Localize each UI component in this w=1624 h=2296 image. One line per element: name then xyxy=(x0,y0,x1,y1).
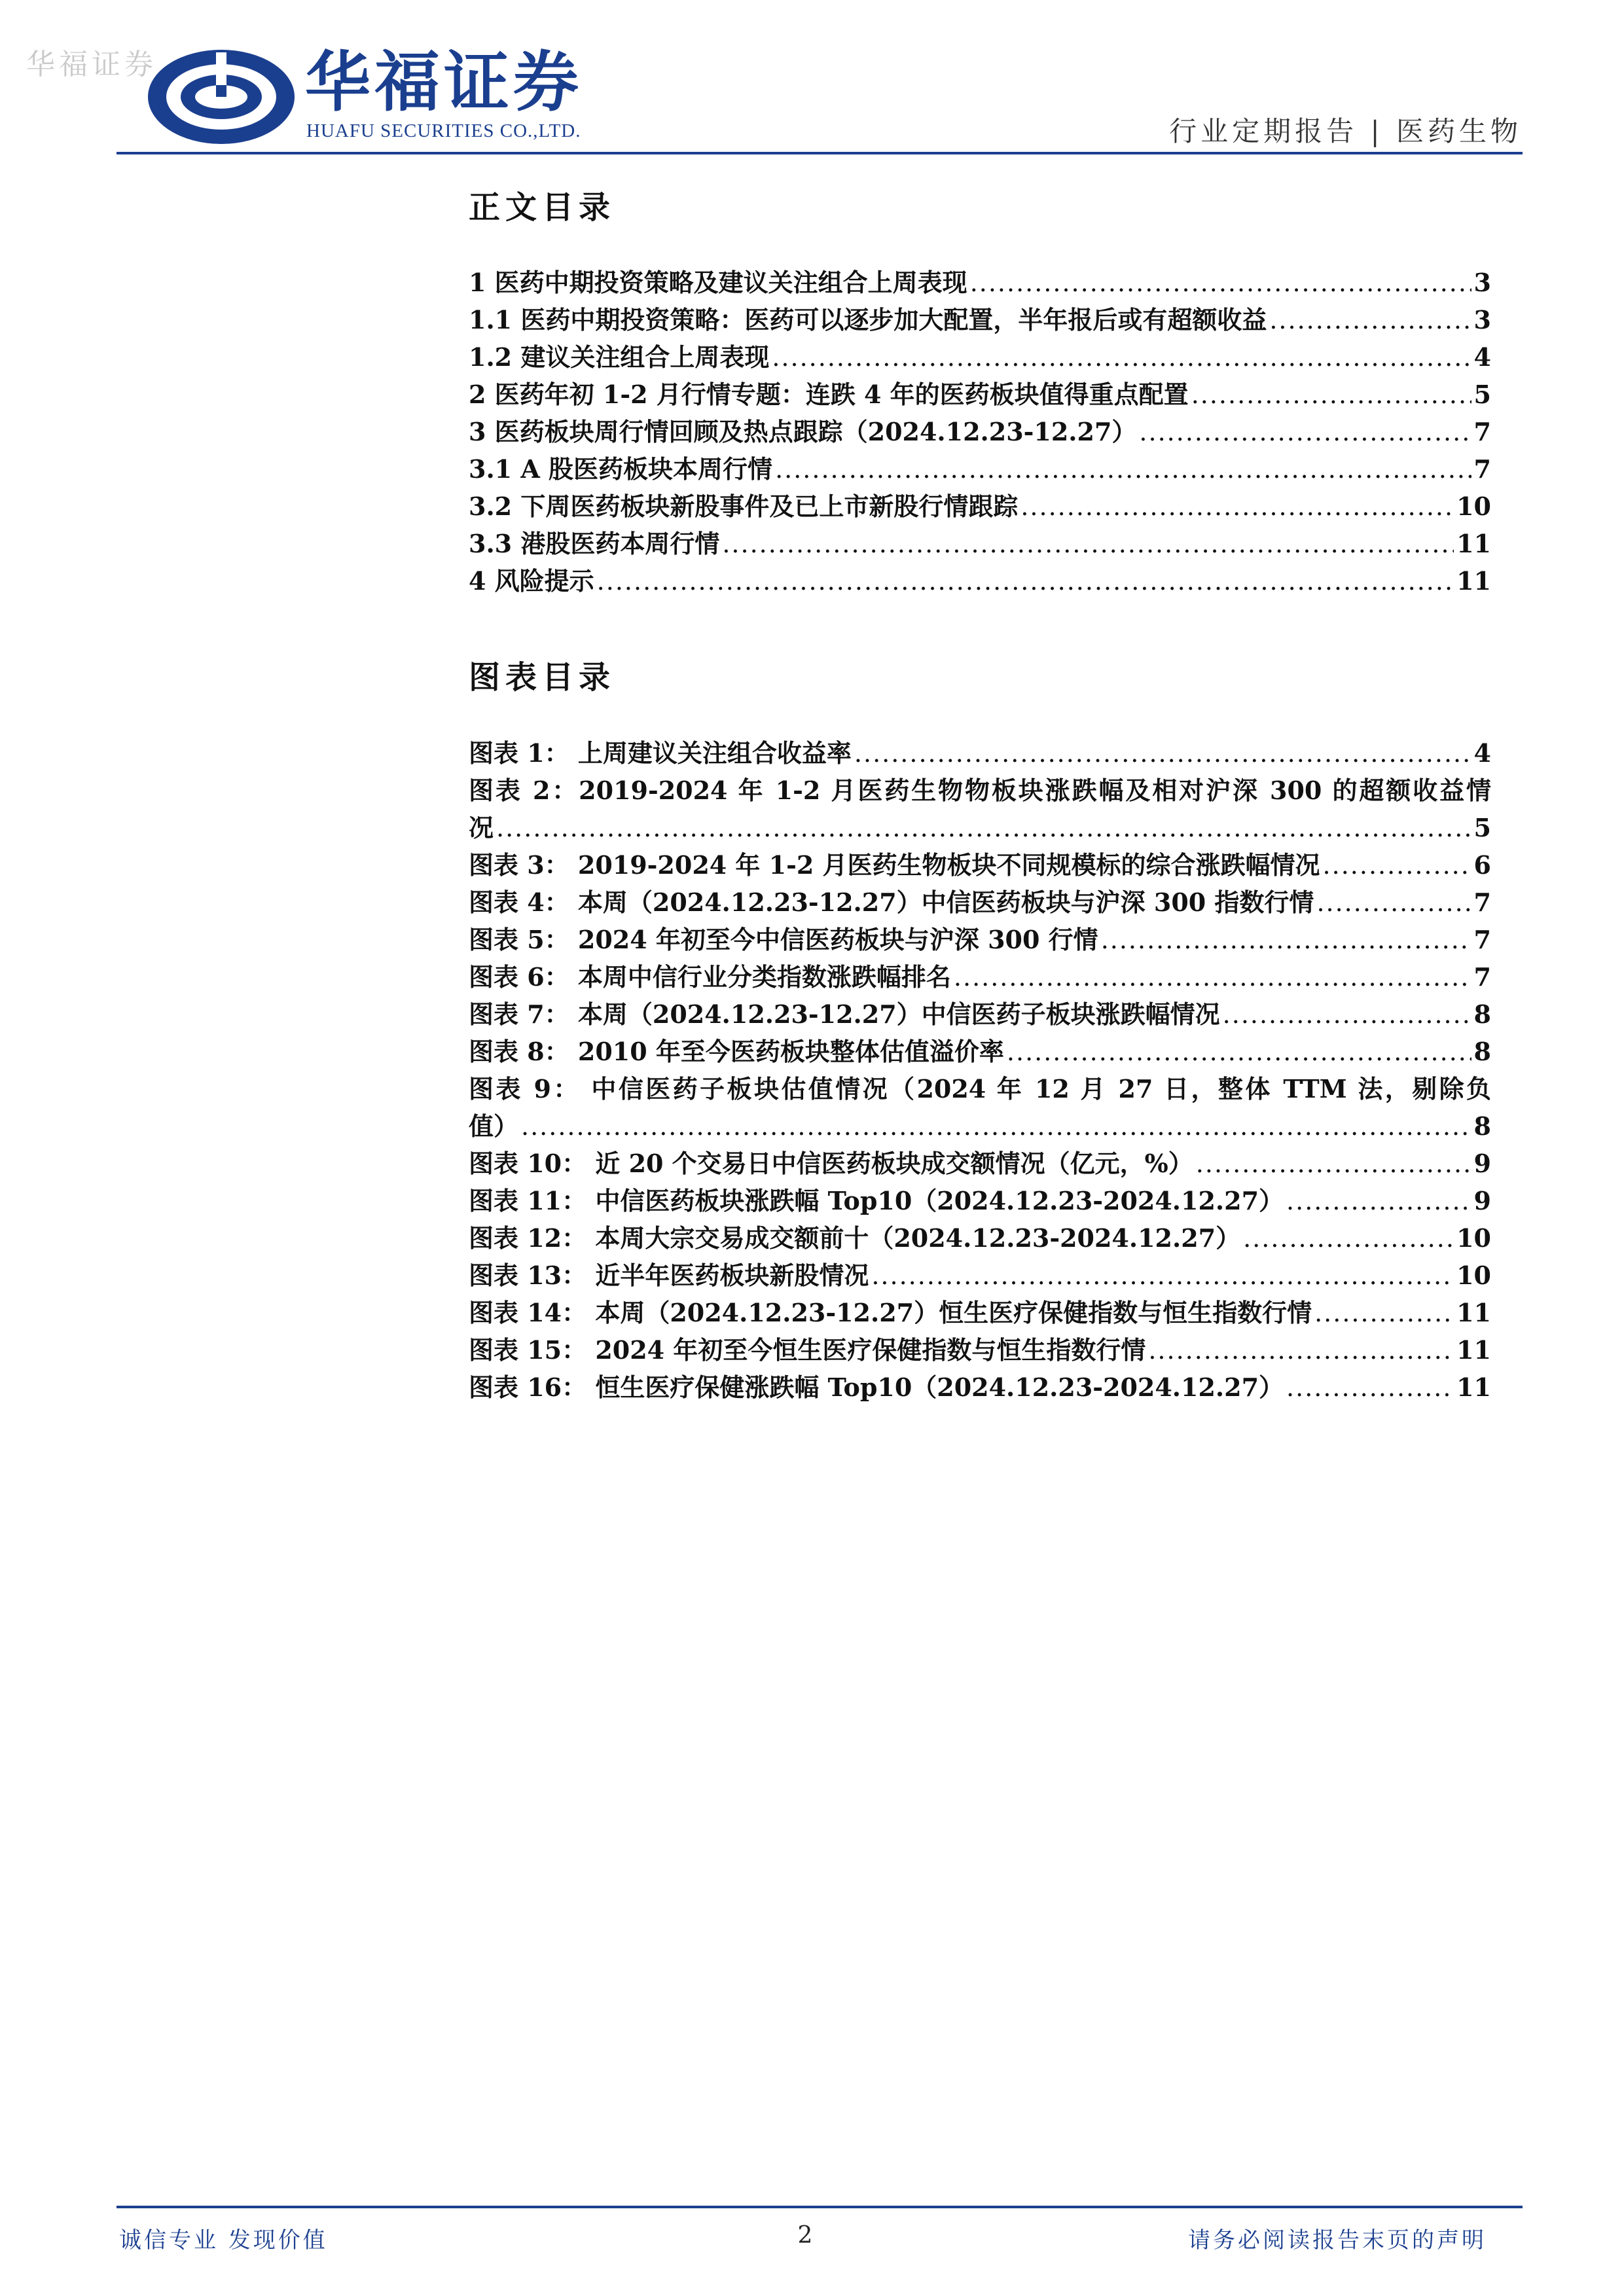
footer-divider xyxy=(117,2206,1523,2208)
toc-item-label: 1.2 建议关注组合上周表现 xyxy=(469,342,770,372)
figure-item-label: 值） xyxy=(469,1111,519,1141)
figure-item-label: 图表 8： 2010 年至今医药板块整体估值溢价率 xyxy=(469,1037,1004,1066)
figure-item-page: 7 xyxy=(1473,925,1491,954)
toc-item-label: 1 医药中期投资策略及建议关注组合上周表现 xyxy=(469,268,967,297)
dot-leader xyxy=(854,735,1471,772)
figure-item-page: 5 xyxy=(1473,813,1491,842)
dot-leader xyxy=(871,1257,1454,1295)
figure-item[interactable] xyxy=(469,1257,1491,1294)
dot-leader xyxy=(1007,1033,1471,1071)
figure-item[interactable] xyxy=(469,958,1491,996)
dot-leader xyxy=(1223,996,1471,1033)
figures-title: 图表目录 xyxy=(469,659,616,696)
figure-item-page: 11 xyxy=(1456,1298,1491,1327)
dot-leader xyxy=(521,1108,1471,1145)
figure-item[interactable] xyxy=(469,1331,1491,1369)
toc-item[interactable] xyxy=(469,525,1491,562)
figure-item-page: 9 xyxy=(1473,1149,1491,1178)
dot-leader xyxy=(1101,922,1471,959)
toc-list xyxy=(469,264,1491,600)
dot-leader xyxy=(597,563,1454,600)
toc-item-page: 10 xyxy=(1456,492,1491,521)
toc-item-label: 2 医药年初 1-2 月行情专题：连跌 4 年的医药板块值得重点配置 xyxy=(469,380,1189,409)
dot-leader xyxy=(1020,488,1454,526)
toc-item[interactable] xyxy=(469,450,1491,488)
figure-item[interactable] xyxy=(469,809,1491,846)
figure-item[interactable] xyxy=(469,1107,1491,1145)
toc-item[interactable] xyxy=(469,488,1491,525)
company-logo xyxy=(143,41,601,152)
dot-leader xyxy=(1316,884,1471,922)
figure-item-label: 图表 13： 近半年医药板块新股情况 xyxy=(469,1261,869,1290)
figure-item-label: 况 xyxy=(469,813,494,842)
figure-item-label: 图表 11： 中信医药板块涨跌幅 Top10（2024.12.23-2024.12.27） xyxy=(469,1186,1284,1215)
logo-emblem-icon xyxy=(143,45,300,149)
figure-item-label: 图表 5： 2024 年初至今中信医药板块与沪深 300 行情 xyxy=(469,925,1098,954)
footer-disclaimer: 请务必阅读报告末页的声明 xyxy=(1188,2227,1487,2253)
figure-item-label: 图表 6： 本周中信行业分类指数涨跌幅排名 xyxy=(469,962,951,992)
toc-item-label: 3 医药板块周行情回顾及热点跟踪（2024.12.23-12.27） xyxy=(469,417,1137,446)
toc-item-page: 11 xyxy=(1456,529,1491,558)
figure-item[interactable] xyxy=(469,1182,1491,1219)
figure-item-label-line1[interactable]: 图表 9： 中信医药子板块估值情况（2024 年 12 月 27 日，整体 TTM 法，剔除负 xyxy=(469,1074,1491,1103)
figure-item-page: 4 xyxy=(1473,738,1491,768)
figure-item[interactable] xyxy=(469,1369,1491,1406)
figure-item-page: 6 xyxy=(1473,850,1491,880)
dot-leader xyxy=(1196,1145,1471,1183)
logo-company-name-en: HUAFU SECURITIES CO.,LTD. xyxy=(306,120,581,141)
figure-item[interactable] xyxy=(469,1033,1491,1070)
toc-item-label: 3.1 A 股医药板块本周行情 xyxy=(469,454,773,484)
figure-item-page: 8 xyxy=(1473,1111,1491,1141)
header-divider xyxy=(117,152,1523,154)
figure-item[interactable] xyxy=(469,1145,1491,1182)
figure-item-label: 图表 4： 本周（2024.12.23-12.27）中信医药板块与沪深 300 指数行情 xyxy=(469,888,1314,917)
dot-leader xyxy=(1286,1369,1454,1407)
dot-leader xyxy=(1139,414,1471,451)
toc-item-page: 7 xyxy=(1473,454,1491,484)
toc-title: 正文目录 xyxy=(469,189,616,226)
dot-leader xyxy=(1148,1332,1454,1369)
dot-leader xyxy=(1269,302,1471,339)
toc-item-page: 11 xyxy=(1456,566,1491,596)
figure-item[interactable] xyxy=(469,846,1491,884)
figure-item-label: 图表 12： 本周大宗交易成交额前十（2024.12.23-2024.12.27） xyxy=(469,1223,1241,1253)
toc-item[interactable] xyxy=(469,301,1491,338)
figure-item-label: 图表 16： 恒生医疗保健涨跌幅 Top10（2024.12.23-2024.12.27） xyxy=(469,1372,1284,1402)
figure-item[interactable] xyxy=(469,734,1491,772)
toc-item-page: 7 xyxy=(1473,417,1491,446)
toc-item[interactable] xyxy=(469,264,1491,301)
figure-item-page: 10 xyxy=(1456,1261,1491,1290)
toc-item-label: 3.2 下周医药板块新股事件及已上市新股行情跟踪 xyxy=(469,492,1019,521)
toc-item-page: 5 xyxy=(1473,380,1491,409)
dot-leader xyxy=(1323,847,1471,884)
dot-leader xyxy=(954,959,1471,996)
figure-item-label: 图表 10： 近 20 个交易日中信医药板块成交额情况（亿元，%） xyxy=(469,1149,1193,1178)
toc-item-label: 4 风险提示 xyxy=(469,566,594,596)
figure-item-page: 8 xyxy=(1473,999,1491,1029)
figure-item[interactable] xyxy=(469,996,1491,1033)
logo-company-name: 华福证券 xyxy=(305,44,583,120)
figure-item-page: 8 xyxy=(1473,1037,1491,1066)
dot-leader xyxy=(722,526,1454,563)
figure-item-label: 图表 15： 2024 年初至今恒生医疗保健指数与恒生指数行情 xyxy=(469,1335,1146,1365)
footer-slogan: 诚信专业 发现价值 xyxy=(119,2227,328,2253)
figure-item[interactable] xyxy=(469,884,1491,921)
toc-item[interactable] xyxy=(469,413,1491,450)
toc-item-page: 3 xyxy=(1473,268,1491,297)
dot-leader xyxy=(1243,1220,1454,1257)
figure-item-label: 图表 7： 本周（2024.12.23-12.27）中信医药子板块涨跌幅情况 xyxy=(469,999,1220,1029)
figure-item[interactable] xyxy=(469,921,1491,958)
toc-item[interactable] xyxy=(469,338,1491,376)
dot-leader xyxy=(1314,1295,1454,1332)
report-type-label: 行业定期报告 | 医药生物 xyxy=(1169,115,1522,147)
toc-item-page: 3 xyxy=(1473,305,1491,334)
watermark-text: 华福证券 xyxy=(26,48,157,81)
toc-item-page: 4 xyxy=(1473,342,1491,372)
dot-leader xyxy=(775,451,1471,488)
figure-item-page: 10 xyxy=(1456,1223,1491,1253)
figure-item-page: 11 xyxy=(1456,1372,1491,1402)
figure-item-page: 11 xyxy=(1456,1335,1491,1365)
figure-item[interactable] xyxy=(469,1219,1491,1257)
dot-leader xyxy=(1191,376,1471,414)
page-number: 2 xyxy=(797,2222,813,2249)
dot-leader xyxy=(496,810,1471,847)
toc-item[interactable] xyxy=(469,376,1491,413)
dot-leader xyxy=(1286,1183,1471,1220)
figure-item-label: 图表 14： 本周（2024.12.23-12.27）恒生医疗保健指数与恒生指数行情 xyxy=(469,1298,1312,1327)
dot-leader xyxy=(970,264,1471,302)
figure-item-label: 图表 1： 上周建议关注组合收益率 xyxy=(469,738,852,768)
figure-item-page: 9 xyxy=(1473,1186,1491,1215)
figure-item-label-line1[interactable]: 图表 2：2019-2024 年 1-2 月医药生物物板块涨跌幅及相对沪深 300 的超额收益情 xyxy=(469,776,1491,805)
figure-item[interactable] xyxy=(469,1294,1491,1331)
figure-item-page: 7 xyxy=(1473,888,1491,917)
figure-item-page: 7 xyxy=(1473,962,1491,992)
figure-item-label: 图表 3： 2019-2024 年 1-2 月医药生物板块不同规模标的综合涨跌幅情况 xyxy=(469,850,1320,880)
figures-list xyxy=(469,734,1491,1406)
toc-item[interactable] xyxy=(469,562,1491,600)
toc-item-label: 3.3 港股医药本周行情 xyxy=(469,529,720,558)
dot-leader xyxy=(772,339,1471,376)
toc-item-label: 1.1 医药中期投资策略：医药可以逐步加大配置，半年报后或有超额收益 xyxy=(469,305,1267,334)
